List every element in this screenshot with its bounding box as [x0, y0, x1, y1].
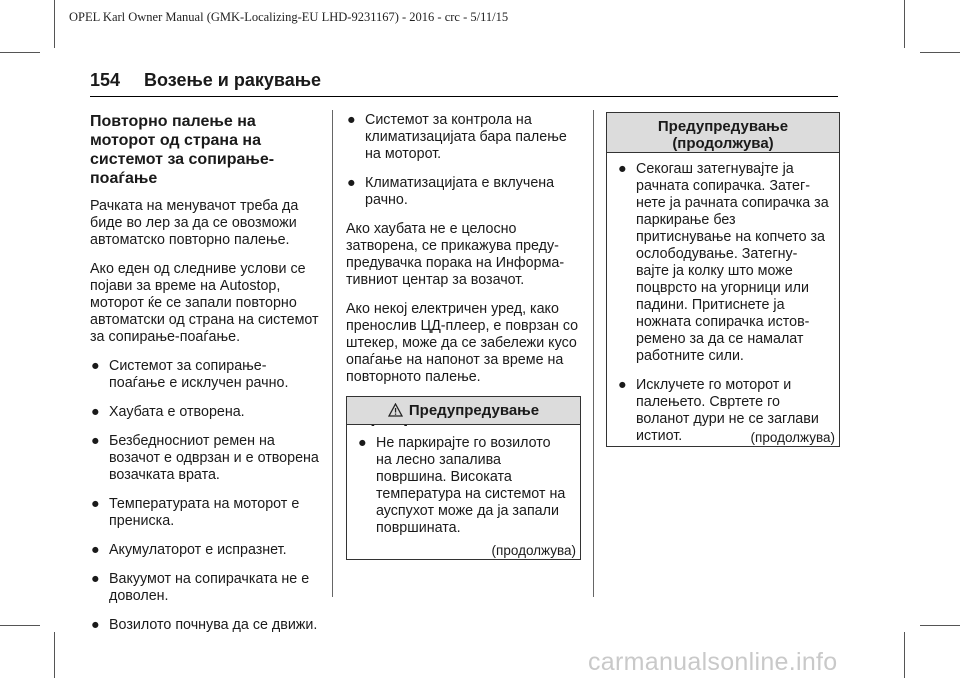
warning-list: [617, 161, 829, 445]
list-item: ● Исклучете го моторот и палењето. Свртете го воланот дури не се заглави истиот.: [618, 377, 819, 444]
column-1: [90, 112, 322, 646]
list-item: ● Системот за контрола на климатизацијата бара палење на моторот.: [347, 112, 567, 162]
list-item: ● Безбедносниот ремен на возачот е одврзан и е отворена возачката врата.: [91, 433, 319, 483]
warning-triangle-icon: [388, 399, 403, 426]
warning-title-bar: [607, 113, 839, 153]
list-item: ● Системот за сопирање-поаѓање е исклучен рачно.: [91, 358, 289, 391]
watermark: carmanualsonline.info: [588, 648, 838, 676]
list-item: ● Не паркирајте го возилото на лесно запалива површина. Високата температура на системот на ауспухот може да ја запали површината.: [358, 435, 566, 536]
page-title: Возење и ракување: [144, 70, 322, 90]
warning-box-continued: [606, 112, 840, 447]
condition-list: [346, 112, 580, 209]
warning-list: [357, 435, 570, 537]
list-item: ● Хаубата е отворена.: [91, 404, 245, 420]
warning-title-bar: [347, 397, 580, 425]
list-item: ● Вакуумот на сопирачката не е доволен.: [91, 571, 310, 604]
crop-mark: [0, 625, 40, 626]
list-item: ● Климатизацијата е вклучена рачно.: [347, 175, 555, 208]
crop-mark: [54, 0, 55, 48]
crop-mark: [904, 0, 905, 48]
list-item: ● Температурата на моторот е прениска.: [91, 496, 300, 529]
paragraph: Ако еден од следниве услови се појави за време на Autostop, моторот ќе се запали повторно автоматски од страна на системот за сопирање-поаѓање.: [90, 261, 319, 345]
paragraph: Ако хаубата не е целосно затворена, се прикажува преду-предувачка порака на Информа-тивниот центар за возачот.: [346, 221, 565, 288]
crop-mark: [0, 52, 40, 53]
warning-subtitle: (продолжува): [672, 135, 774, 152]
paragraph: Ако некој електричен уред, како пренослив ЦД-плеер, е поврзан со штекер, може да се забележи кусо опаѓање на напонот за време на повторното палење.: [346, 301, 579, 385]
warning-box: [346, 396, 581, 560]
continued-label: (продолжува): [750, 430, 835, 445]
paragraph: Рачката на менувачот треба да биде во лер за да се овозможи автоматско повторно палење.: [90, 198, 299, 248]
list-item: ● Возилото почнува да се движи.: [91, 617, 318, 633]
crop-mark: [920, 52, 960, 53]
page-number: 154: [90, 70, 121, 90]
page-header: [90, 70, 838, 97]
crop-mark: [904, 632, 905, 678]
section-heading-restart: Повторно палење на моторот од страна на системот за сопирање-поаѓање: [90, 113, 275, 187]
warning-title: Предупредување: [408, 402, 540, 419]
list-item: ● Акумулаторот е испразнет.: [91, 542, 287, 558]
column-divider: [332, 110, 333, 597]
list-item: ● Секогаш затегнувајте ја рачната сопирачка. Затег-нете ја рачната сопирачка за паркирање без притиснување на копчето за ослободување. Затегну-вајте ја колку што може поцврсто на угорници или падини. Притиснете ја ножната сопирачка истов-ремено за да се намалат работните сили.: [618, 161, 829, 364]
condition-list: [90, 358, 322, 634]
continued-label: (продолжува): [491, 543, 576, 558]
column-divider: [593, 110, 594, 597]
print-meta: OPEL Karl Owner Manual (GMK-Localizing-EU LHD-9231167) - 2016 - crc - 5/11/15: [69, 10, 509, 24]
crop-mark: [920, 625, 960, 626]
crop-mark: [54, 632, 55, 678]
warning-title: Предупредување: [657, 118, 789, 135]
